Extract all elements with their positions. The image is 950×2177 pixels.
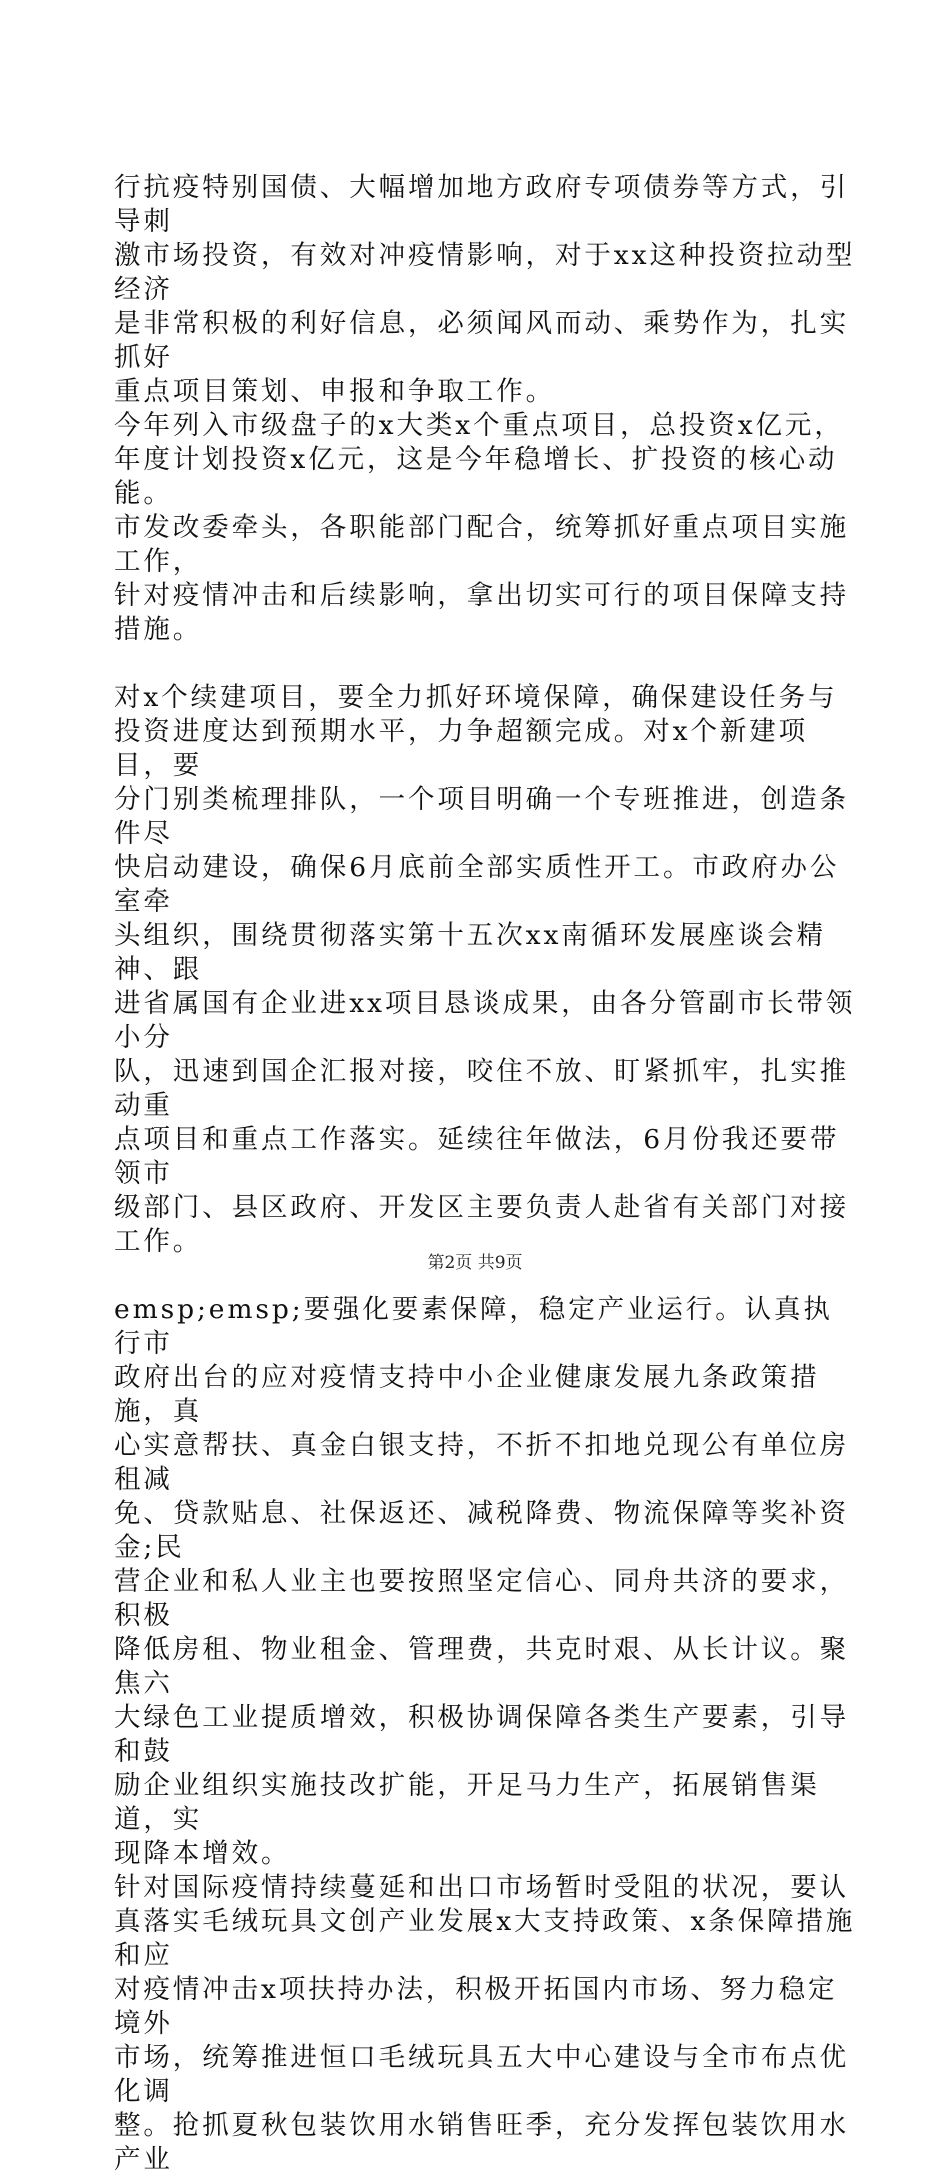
paragraph-4: emsp;emsp;要强化要素保障，稳定产业运行。认真执行市 政府出台的应对疫情支持中小企业健康发展九条政策措施，真 心实意帮扶、真金白银支持，不折不扣地兑现公有单位房租减 免、贷款贴息、社保返还、减税降费、物流保障等奖补资金;民 营企业和私人业主也要按照坚定信心、同舟共济的要求，积极 降低房租、物业租金、管理费，共克时艰、从长计议。聚焦六 大绿色工业提质增效，积极协调保障各类生产要素，引导和鼓 励企业组织实施技改扩能，开足马力生产，拓展销售渠道，实 现降本增效。 bbox=[114, 1294, 849, 1869]
paragraph-2: 今年列入市级盘子的x大类x个重点项目，总投资x亿元， 年度计划投资x亿元，这是今年稳增长、扩投资的核心动能。 市发改委牵头，各职能部门配合，统筹抓好重点项目实施工作， 针对疫情冲击和后续影响，拿出切实可行的项目保障支持措施。 bbox=[114, 410, 849, 645]
paragraph-5: 针对国际疫情持续蔓延和出口市场暂时受阻的状况，要认 真落实毛绒玩具文创产业发展x大支持政策、x条保障措施和应 对疫情冲击x项扶持办法，积极开拓国内市场、努力稳定境外 市场，统筹推进恒口毛绒玩具五大中心建设与全市布点优化调 整。抢抓夏秋包装饮用水销售旺季，充分发挥包装饮用水产业 bbox=[114, 1872, 856, 2175]
paragraph-3: 对x个续建项目，要全力抓好环境保障，确保建设任务与 投资进度达到预期水平，力争超额完成。对x个新建项目，要 分门别类梳理排队，一个项目明确一个专班推进，创造条件尽 快启动建设，确保6月底前全部实质性开工。市政府办公室牵 头组织，围绕贯彻落实第十五次xx南循环发展座谈会精神、跟 进省属国有企业进xx项目恳谈成果，由各分管副市长带领小分 队，迅速到国企汇报对接，咬住不放、盯紧抓牢，扎实推动重 点项目和重点工作落实。延续往年做法，6月份我还要带领市 级部门、县区政府、开发区主要负责人赴省有关部门对接工作。 bbox=[114, 682, 856, 1257]
paragraph-1: 行抗疫特别国债、大幅增加地方政府专项债券等方式，引导刺 激市场投资，有效对冲疫情影响，对于xx这种投资拉动型经济 是非常积极的利好信息，必须闻风而动、乘势作为，扎实抓好 重点项目策划、申报和争取工作。 bbox=[114, 172, 856, 407]
document-body bbox=[114, 171, 859, 2177]
paragraph-gap bbox=[114, 647, 859, 681]
page-number-footer: 第2页 共9页 bbox=[427, 1253, 523, 1273]
